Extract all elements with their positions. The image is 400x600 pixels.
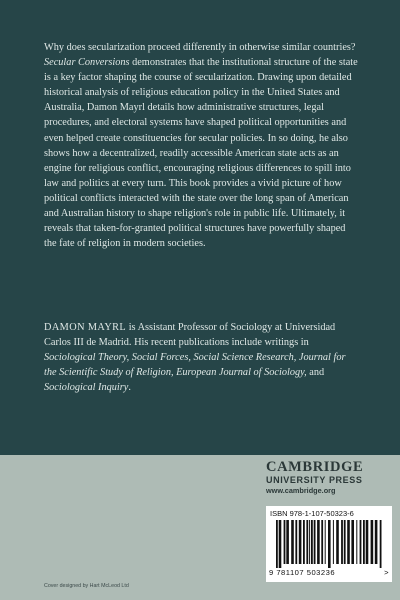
barcode-bar — [371, 520, 374, 564]
barcode-bar — [317, 520, 320, 564]
barcode-bar — [286, 520, 289, 564]
barcode-digits-text: 9 781107 503236 — [269, 568, 336, 577]
barcode-bar — [351, 520, 354, 564]
barcode-bar — [321, 520, 323, 564]
publisher-subname: UNIVERSITY PRESS — [266, 475, 363, 485]
description-segment: Why does secularization proceed differently in otherwise similar countries? — [44, 42, 356, 53]
barcode-bar — [336, 520, 339, 564]
barcode-bar — [360, 520, 362, 564]
publisher-logo — [266, 460, 390, 496]
bio-segment: is Assistant Professor of Sociology at Universidad Carlos III de Madrid. His recent publications include writings in — [44, 322, 336, 349]
isbn-barcode — [266, 506, 392, 582]
cover-credit: Cover designed by Hart McLeod Ltd — [44, 583, 129, 589]
barcode-bar — [341, 520, 343, 564]
barcode-bar — [276, 520, 278, 568]
barcode-bar — [344, 520, 346, 564]
description-segment: demonstrates that the institutional structure of the state is a key factor shaping the course of secularization. Drawing upon detailed historical analysis of religious education policy in the United States and Australia, Damon Mayrl details how administrative structures, legal procedures, and electoral systems have shaped political opportunities and even helped create constituencies for secular policies. In so doing, he also shows how a decentralized, readily accessible American state acts as an engine for religious conflict, encouraging religious differences to spill into law and politics at every turn. This book provides a vivid picture of how political conflicts interacted with the state over the long span of American and Australian history to shape religion's role in public life. Ultimately, it reveals that taken-for-granted political structures have powerfully shaped the fate of religion in modern societies. — [44, 57, 358, 250]
author-bio — [44, 320, 360, 395]
barcode-bar — [380, 520, 382, 568]
barcode-bar — [299, 520, 302, 564]
bio-segment: and — [306, 367, 325, 379]
barcode-bar — [291, 520, 294, 564]
description-segment: Secular Conversions — [44, 57, 130, 69]
publisher-url: www.cambridge.org — [266, 486, 336, 495]
barcode-bar — [314, 520, 316, 564]
bio-segment: DAMON MAYRL — [44, 322, 127, 333]
barcode-bar — [311, 520, 313, 564]
barcode-bar — [284, 520, 286, 564]
barcode-bar — [375, 520, 378, 564]
barcode-bar — [347, 520, 350, 564]
barcode-bar — [309, 520, 310, 564]
barcode-bar — [328, 520, 331, 568]
publisher-name: CAMBRIDGE — [266, 459, 364, 475]
barcode-bar — [325, 520, 326, 564]
barcode-bar — [356, 520, 357, 564]
barcode-bar — [363, 520, 365, 564]
bio-segment: . — [128, 382, 131, 394]
barcode-bar — [306, 520, 308, 564]
bio-segment: Sociological Inquiry — [44, 382, 129, 394]
isbn-label: ISBN 978-1-107-50323-6 — [270, 509, 354, 518]
barcode-digits — [269, 568, 391, 577]
barcode-bar — [366, 520, 369, 564]
barcode-bars — [276, 520, 384, 568]
barcode-bar — [279, 520, 282, 568]
book-description — [44, 40, 360, 251]
bio-segment: Sociological Theory, Social Forces, Social Science Research, Journal for the Scientific Study of Religion, European Journal of Sociology, — [44, 352, 346, 379]
barcode-bar — [303, 520, 305, 564]
barcode-bar — [295, 520, 297, 564]
barcode-trailing-mark: > — [384, 568, 389, 577]
barcode-bar — [333, 520, 334, 564]
